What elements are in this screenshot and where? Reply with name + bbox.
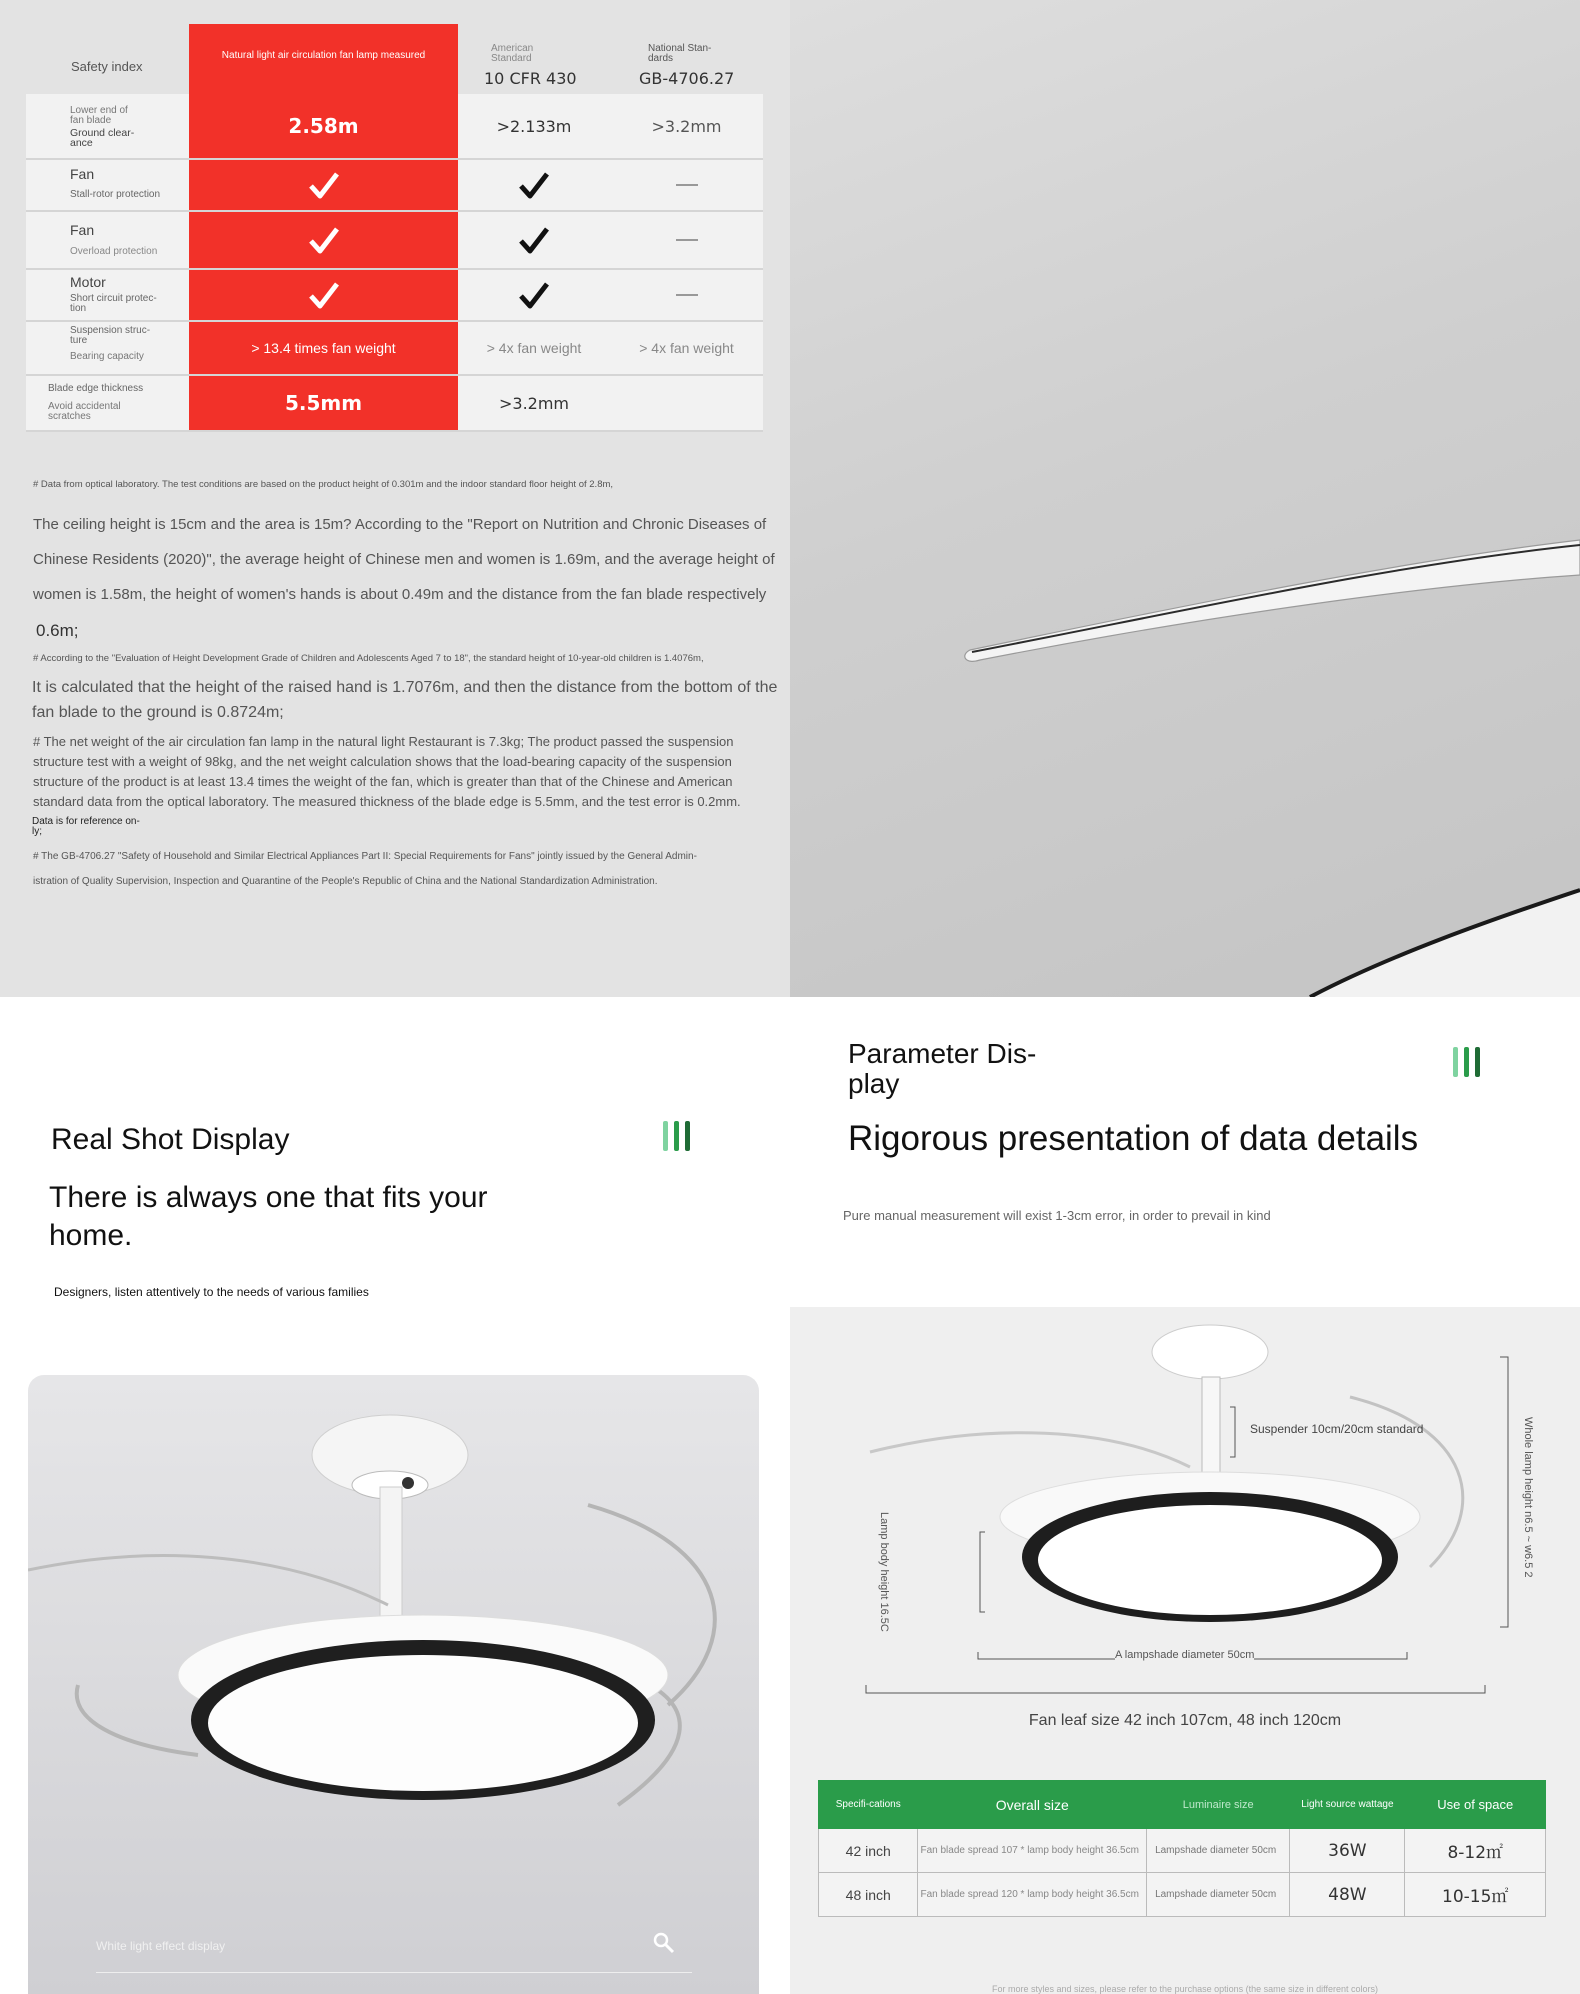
header-american-standard: American Standard (491, 43, 534, 64)
spec-table (818, 1780, 1546, 1917)
spec-cell: 36W (1290, 1829, 1405, 1873)
row-overload (26, 212, 763, 270)
parameter-display-section (790, 997, 1580, 1994)
row-label-main: Fan (70, 222, 95, 238)
realshot-subtitle: Designers, listen attentively to the needs of various families (54, 1285, 369, 1299)
row-label-small: Stall-rotor protection (70, 189, 161, 200)
spec-cell: 8-12㎡ (1405, 1829, 1546, 1873)
measured-check-icon (189, 160, 458, 210)
caption-underline (96, 1972, 692, 1973)
american-check-icon (458, 270, 610, 320)
american-check-icon (458, 160, 610, 210)
header-national-standards: National Stan-dards (648, 43, 712, 64)
measured-check-icon (189, 212, 458, 268)
spec-cell: 42 inch (819, 1829, 918, 1873)
note-children-height: # According to the "Evaluation of Height Development Grade of Children and Adolescents Aged 7 to 18", the standard height of 10-year-old children is 1.4076m, (33, 653, 704, 664)
params-headline: Rigorous presentation of data details (848, 1119, 1419, 1158)
header-gb4706: GB-4706.27 (639, 69, 735, 88)
spec-cell: Fan blade spread 120 * lamp body height 36.5cm (918, 1873, 1147, 1917)
realshot-headline-1: There is always one that fits your (49, 1181, 488, 1214)
spec-cell: 48 inch (819, 1873, 918, 1917)
spec-header-cell: Use of space (1405, 1781, 1546, 1829)
note-weight-1: # The net weight of the air circulation fan lamp in the natural light Restaurant is 7.3kg; The product passed the suspension (33, 734, 734, 749)
note-ceiling-3: women is 1.58m, the height of women's hands is about 0.49m and the distance from the fan blade respectively (33, 586, 767, 603)
spec-cell: Lampshade diameter 50cm (1147, 1873, 1290, 1917)
dim-suspender-label: Suspender 10cm/20cm standard (1250, 1422, 1424, 1436)
ceiling-fan-illustration (28, 1375, 759, 1994)
row-label-main: Ground clear-ance (70, 127, 135, 149)
note-reference-1: Data is for reference on- (32, 816, 140, 827)
spec-cell: 10-15㎡ (1405, 1873, 1546, 1917)
american-value: >3.2mm (498, 393, 570, 413)
note-reference-2: ly; (32, 826, 42, 837)
row-stall-rotor (26, 160, 763, 212)
row-short-circuit (26, 270, 763, 322)
green-bars-icon (1453, 1047, 1480, 1077)
row-label-small-2: Avoid accidental scratches (48, 401, 121, 422)
note-weight-2: structure test with a weight of 98kg, and the net weight calculation shows that the load-bearing capacity of the suspension (33, 754, 732, 769)
national-dash-icon (610, 270, 763, 320)
row-label-small: Blade edge thickness (48, 383, 144, 394)
realshot-headline (49, 1179, 488, 1255)
note-raised-hand-1: It is calculated that the height of the raised hand is 1.7076m, and then the distance from the bottom of the (32, 679, 778, 696)
green-bars-icon (663, 1121, 690, 1151)
spec-header-cell: Light source wattage (1290, 1781, 1405, 1829)
row-bearing-capacity (26, 322, 763, 376)
dim-whole-height-label: Whole lamp height n6.5 ~ w6.5 2 (1522, 1417, 1534, 1578)
magnifier-icon[interactable] (652, 1931, 676, 1960)
national-dash-icon (610, 212, 763, 268)
national-value (610, 376, 763, 430)
row-label-small: Short circuit protec-tion (70, 293, 157, 314)
dim-body-height-label: Lamp body height 16.5C (878, 1512, 890, 1632)
measured-value: > 13.4 times fan weight (189, 322, 458, 374)
measured-value: 5.5mm (189, 376, 458, 430)
spec-header-cell: Overall size (918, 1781, 1147, 1829)
american-value: >2.133m (496, 116, 572, 136)
note-weight-4: standard data from the optical laboratory. The measured thickness of the blade edge is 5.5mm, and the test error is 0.2mm. (33, 794, 741, 809)
safety-comparison-panel (0, 0, 790, 997)
header-10cfr430: 10 CFR 430 (484, 69, 577, 88)
american-check-icon (458, 212, 610, 268)
row-blade-thickness (26, 376, 763, 432)
spec-header-cell: Specifi-cations (819, 1781, 918, 1829)
note-optical-lab: # Data from optical laboratory. The test conditions are based on the product height of 0.301m and the indoor standard floor height of 2.8m, (33, 479, 614, 490)
real-shot-section (0, 997, 790, 1994)
spec-header-cell: Luminaire size (1147, 1781, 1290, 1829)
spec-row (819, 1829, 1546, 1873)
row-label-small: Suspension struc-ture (70, 325, 151, 346)
american-value: > 4x fan weight (486, 340, 582, 356)
spec-cell: Lampshade diameter 50cm (1147, 1829, 1290, 1873)
header-safety-index: Safety index (71, 59, 143, 74)
realshot-headline-2: home. (49, 1219, 133, 1252)
header-measured: Natural light air circulation fan lamp measured (221, 50, 426, 61)
safety-table (26, 24, 763, 430)
measured-check-icon (189, 270, 458, 320)
spec-cell: 48W (1290, 1873, 1405, 1917)
params-title-1: Parameter Dis- (848, 1038, 1037, 1069)
params-title-2: play (848, 1068, 900, 1099)
note-ceiling-4: 0.6m; (36, 621, 79, 640)
national-value: > 4x fan weight (639, 340, 734, 356)
row-ground-clearance (26, 94, 763, 160)
realshot-title: Real Shot Display (51, 1123, 290, 1156)
row-label-main: Motor (70, 274, 106, 290)
row-label-small: Overload protection (70, 246, 158, 257)
national-dash-icon (610, 160, 763, 210)
row-label-small-2: Bearing capacity (70, 351, 144, 362)
note-gb-1: # The GB-4706.27 "Safety of Household and Similar Electrical Appliances Part II: Special Requirements for Fans" jointly issued by the General Admin- (33, 851, 697, 862)
note-weight-3: structure of the product is at least 13.4 times the weight of the fan, which is greater than that of the Chinese and American (33, 774, 733, 789)
row-label-main: Fan (70, 166, 95, 182)
dim-leaf-label: Fan leaf size 42 inch 107cm, 48 inch 120cm (1028, 1712, 1342, 1729)
fan-blade-closeup-photo (790, 0, 1580, 997)
note-ceiling-1: The ceiling height is 15cm and the area is 15m? According to the "Report on Nutrition and Chronic Diseases of (33, 516, 767, 533)
params-subtitle: Pure manual measurement will exist 1-3cm error, in order to prevail in kind (843, 1208, 1271, 1223)
spec-cell: Fan blade spread 107 * lamp body height 36.5cm (918, 1829, 1147, 1873)
note-ceiling-2: Chinese Residents (2020)", the average height of Chinese men and women is 1.69m, and the average height of (33, 551, 775, 568)
fan-blade-illustration (790, 0, 1580, 997)
photo-caption: White light effect display (96, 1939, 226, 1953)
dim-shade-label: A lampshade diameter 50cm (1115, 1649, 1255, 1661)
note-gb-2: istration of Quality Supervision, Inspection and Quarantine of the People's Republic of China and the National Standardization Administration. (33, 876, 658, 887)
spec-footnote: For more styles and sizes, please refer to the purchase options (the same size in different colors) (991, 1984, 1378, 1994)
dimension-diagram (790, 1307, 1580, 1994)
spec-row (819, 1873, 1546, 1917)
spec-header-row (819, 1781, 1546, 1829)
note-raised-hand-2: fan blade to the ground is 0.8724m; (32, 704, 284, 721)
measured-value: 2.58m (189, 94, 458, 158)
national-value: >3.2mm (651, 116, 722, 136)
fan-dimension-illustration (790, 1307, 1580, 1727)
ceiling-fan-photo (28, 1375, 759, 1994)
row-label-small: Lower end of fan blade (70, 105, 128, 126)
params-title (848, 1039, 1036, 1099)
